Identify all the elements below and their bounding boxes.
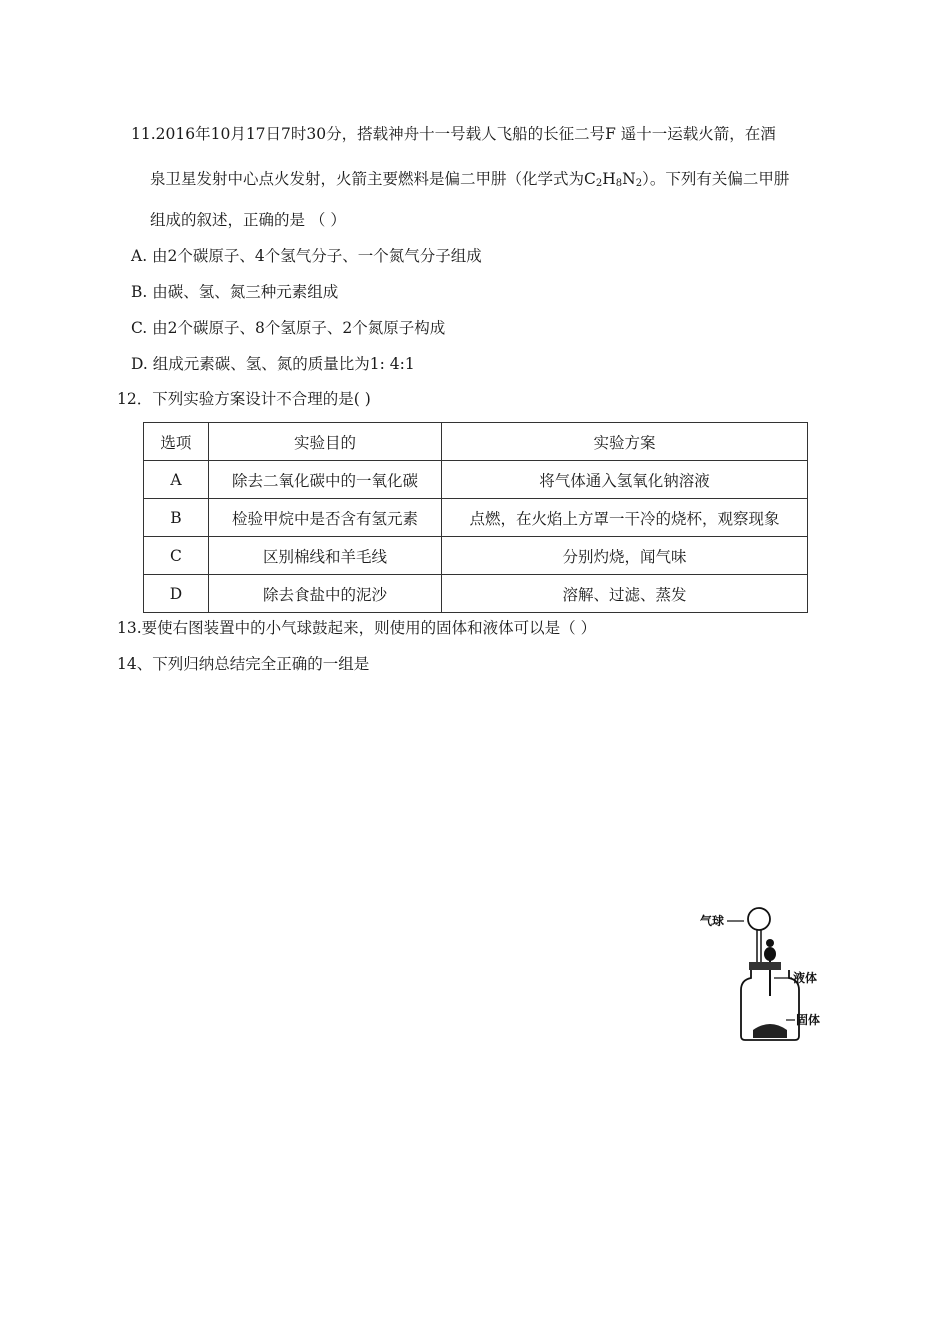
cell-option: B [144, 499, 209, 537]
q11-line2 [150, 169, 789, 189]
header-purpose: 实验目的 [208, 423, 441, 461]
balloon-apparatus-figure [698, 902, 828, 1044]
label-solid: 固体 [796, 1013, 821, 1027]
cell-option: A [144, 461, 209, 499]
cell-purpose: 除去二氧化碳中的一氧化碳 [208, 461, 441, 499]
q11-line2-post: ）。下列有关偏二甲肼 [642, 170, 790, 188]
cell-purpose: 除去食盐中的泥沙 [208, 575, 441, 613]
formula-n: N [622, 170, 636, 188]
cell-purpose: 区别棉线和羊毛线 [208, 537, 441, 575]
cell-plan: 分别灼烧，闻气味 [442, 537, 808, 575]
q11-option-a: A. 由2个碳原子、4个氢气分子、一个氮气分子组成 [131, 247, 482, 265]
balloon [748, 908, 770, 930]
cell-option: D [144, 575, 209, 613]
formula-h: H [602, 170, 616, 188]
cell-purpose: 检验甲烷中是否含有氢元素 [208, 499, 441, 537]
table-row [144, 461, 808, 499]
label-liquid: 液体 [793, 971, 818, 985]
q11-option-b: B. 由碳、氢、氮三种元素组成 [131, 283, 339, 301]
table-row [144, 537, 808, 575]
q11-line3: 组成的叙述，正确的是 （ ） [150, 211, 346, 229]
q11-line2-pre: 泉卫星发射中心点火发射，火箭主要燃料是偏二甲肼（化学式为C [150, 170, 596, 188]
table-header-row [144, 423, 808, 461]
label-balloon: 气球 [700, 914, 725, 928]
solid-heap [753, 1024, 787, 1038]
table-row [144, 499, 808, 537]
header-option: 选项 [144, 423, 209, 461]
cell-plan: 将气体通入氢氧化钠溶液 [442, 461, 808, 499]
q11-option-d: D. 组成元素碳、氢、氮的质量比为1: 4:1 [131, 355, 415, 373]
formula-sub-n: 2 [635, 178, 643, 189]
q12-table [143, 422, 808, 613]
funnel-bulb [764, 947, 776, 961]
funnel-bulb-top [766, 939, 774, 947]
cell-option: C [144, 537, 209, 575]
header-plan: 实验方案 [442, 423, 808, 461]
q13-text: 13.要使右图装置中的小气球鼓起来，则使用的固体和液体可以是（ ） [117, 619, 597, 637]
q11-line1: 11.2016年10月17日7时30分，搭载神舟十一号载人飞船的长征二号F 遥十一运载火箭，在酒 [131, 125, 776, 143]
stopper [749, 962, 781, 970]
formula-sub-c: 2 [595, 178, 603, 189]
table-row [144, 575, 808, 613]
q12-text: 12．下列实验方案设计不合理的是( ) [117, 390, 371, 408]
cell-plan: 点燃，在火焰上方罩一干冷的烧杯，观察现象 [442, 499, 808, 537]
q14-text: 14、下列归纳总结完全正确的一组是 [117, 655, 370, 673]
q11-option-c: C. 由2个碳原子、8个氢原子、2个氮原子构成 [131, 319, 446, 337]
formula-sub-h: 8 [615, 178, 623, 189]
cell-plan: 溶解、过滤、蒸发 [442, 575, 808, 613]
